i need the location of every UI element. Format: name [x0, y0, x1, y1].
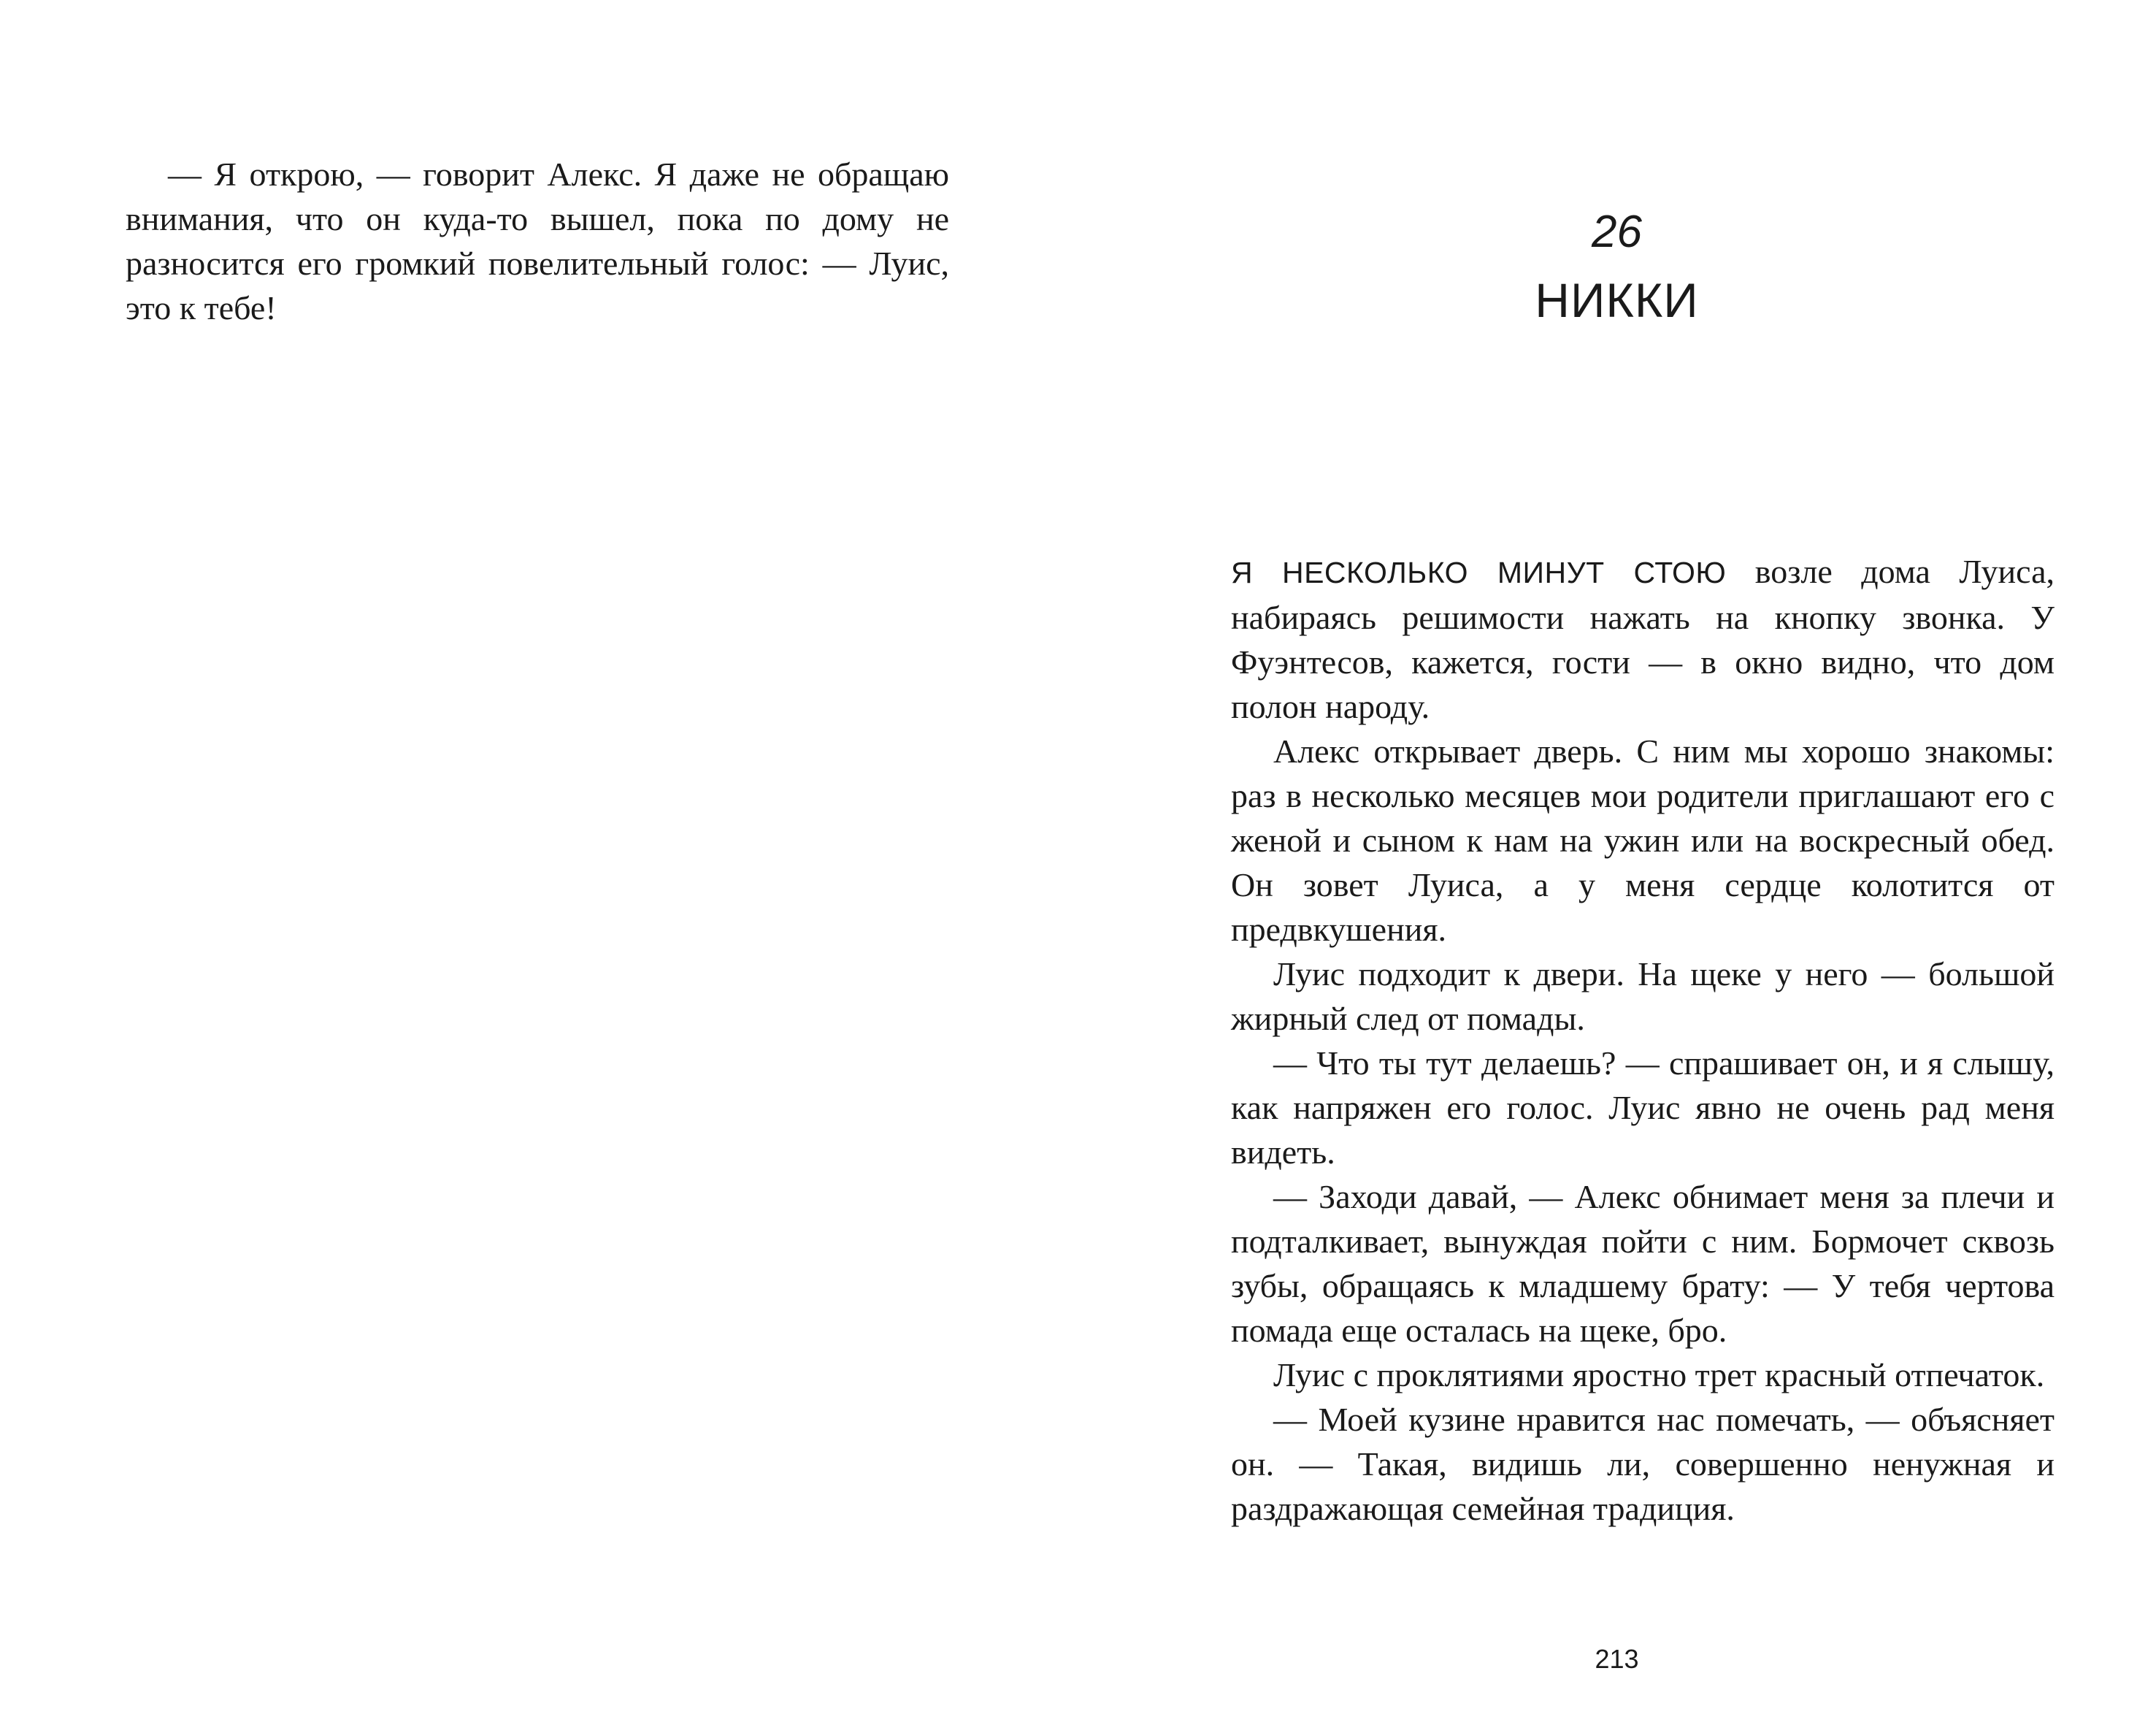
chapter-number: 26: [1592, 207, 1642, 257]
paragraph: — Я открою, — говорит Алекс. Я даже не обращаю внимания, что он куда-то вышел, пока по дому не разносится его громкий повелительный голос: — Луис, это к тебе!: [126, 156, 949, 326]
paragraph: Луис подходит к двери. На щеке у него — большой жирный след от помады.: [1231, 955, 2055, 1037]
right-page: [1078, 0, 2156, 1725]
paragraph: Алекс открывает дверь. С ним мы хорошо знакомы: раз в несколько месяцев мои родители приглашают его с женой и сыном к нам на ужин или на воскресный обед. Он зовет Луиса, а у меня сердце колотится от предвкушения.: [1231, 733, 2055, 948]
page-number: 213: [1595, 1644, 1639, 1674]
opening-paragraph: [1231, 549, 2055, 729]
paragraph: — Моей кузине нравится нас помечать, — объясняет он. — Такая, видишь ли, совершенно ненужная и раздражающая семейная традиция.: [1231, 1401, 2055, 1527]
chapter-title: НИККИ: [1535, 273, 1699, 327]
left-page-text: [126, 152, 949, 330]
opening-text: возле дома Луиса, набираясь решимости нажать на кнопку звонка. У Фуэнтесов, кажется, гости — в окно видно, что дом полон народу.: [1231, 553, 2055, 725]
right-page-text: [1231, 549, 2055, 1531]
paragraph: — Что ты тут делаешь? — спрашивает он, и я слышу, как напряжен его голос. Луис явно не очень рад меня видеть.: [1231, 1044, 2055, 1171]
paragraph: Луис с проклятиями яростно трет красный отпечаток.: [1273, 1356, 2045, 1393]
opening-caps: Я НЕСКОЛЬКО МИНУТ СТОЮ: [1231, 556, 1727, 589]
paragraph: — Заходи давай, — Алекс обнимает меня за плечи и подталкивает, вынуждая пойти с ним. Бормочет сквозь зубы, обращаясь к младшему брату: — У тебя чертова помада еще осталась на щеке, бро.: [1231, 1178, 2055, 1349]
